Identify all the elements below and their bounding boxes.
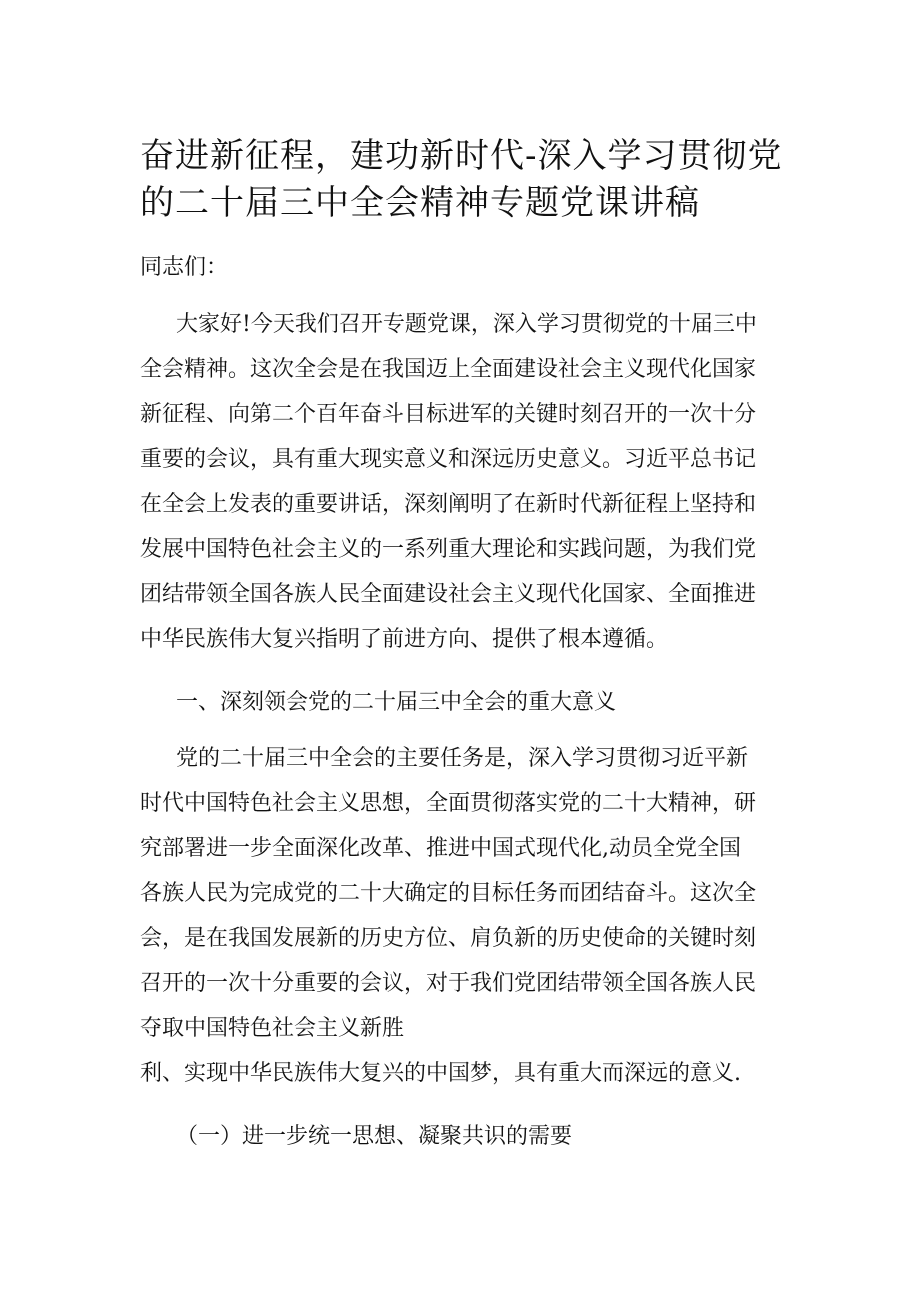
- paragraph-2-line-6: 召开的一次十分重要的会议，对于我们党团结带领全国各族人民: [140, 971, 757, 996]
- subsection-heading-1: （一）进一步统一思想、凝聚共识的需要: [176, 1124, 573, 1149]
- paragraph-1-line-5: 在全会上发表的重要讲话，深刻阐明了在新时代新征程上坚持和: [140, 492, 757, 517]
- salutation: 同志们：: [140, 255, 229, 280]
- paragraph-2-line-2: 时代中国特色社会主义思想，全面贯彻落实党的二十大精神，研: [140, 791, 757, 816]
- paragraph-1-line-6: 发展中国特色社会主义的一系列重大理论和实践问题，为我们党: [140, 537, 757, 562]
- paragraph-1-line-4: 重要的会议，具有重大现实意义和深远历史意义。习近平总书记: [140, 447, 757, 472]
- paragraph-2-line-5: 会，是在我国发展新的历史方位、肩负新的历史使命的关键时刻: [140, 926, 757, 951]
- paragraph-2-line-4: 各族人民为完成党的二十大确定的目标任务而团结奋斗。这次全: [140, 881, 757, 906]
- paragraph-1-line-7: 团结带领全国各族人民全面建设社会主义现代化国家、全面推进: [140, 582, 757, 607]
- title-line-1: 奋进新征程，建功新时代-深入学习贯彻党: [140, 136, 783, 176]
- paragraph-2-line-1: 党的二十届三中全会的主要任务是，深入学习贯彻习近平新: [176, 746, 749, 771]
- paragraph-1-line-2: 全会精神。这次全会是在我国迈上全面建设社会主义现代化国家: [140, 357, 757, 382]
- paragraph-1-line-1: 大家好!今天我们召开专题党课，深入学习贯彻党的十届三中: [176, 312, 757, 337]
- title-line-2: 的二十届三中全会精神专题党课讲稿: [140, 183, 700, 223]
- section-heading-1: 一、深刻领会党的二十届三中全会的重大意义: [176, 690, 617, 715]
- document-title: [140, 133, 800, 227]
- paragraph-1-line-8: 中华民族伟大复兴指明了前进方向、提供了根本遵循。: [140, 627, 669, 652]
- paragraph-2-line-8: 利、实现中华民族伟大复兴的中国梦，具有重大而深远的意义.: [140, 1061, 741, 1086]
- paragraph-1-line-3: 新征程、向第二个百年奋斗目标进军的关键时刻召开的一次十分: [140, 402, 757, 427]
- paragraph-2-line-3: 究部署进一步全面深化改革、推进中国式现代化,动员全党全国: [140, 836, 741, 861]
- paragraph-2-line-7: 夺取中国特色社会主义新胜: [140, 1016, 405, 1041]
